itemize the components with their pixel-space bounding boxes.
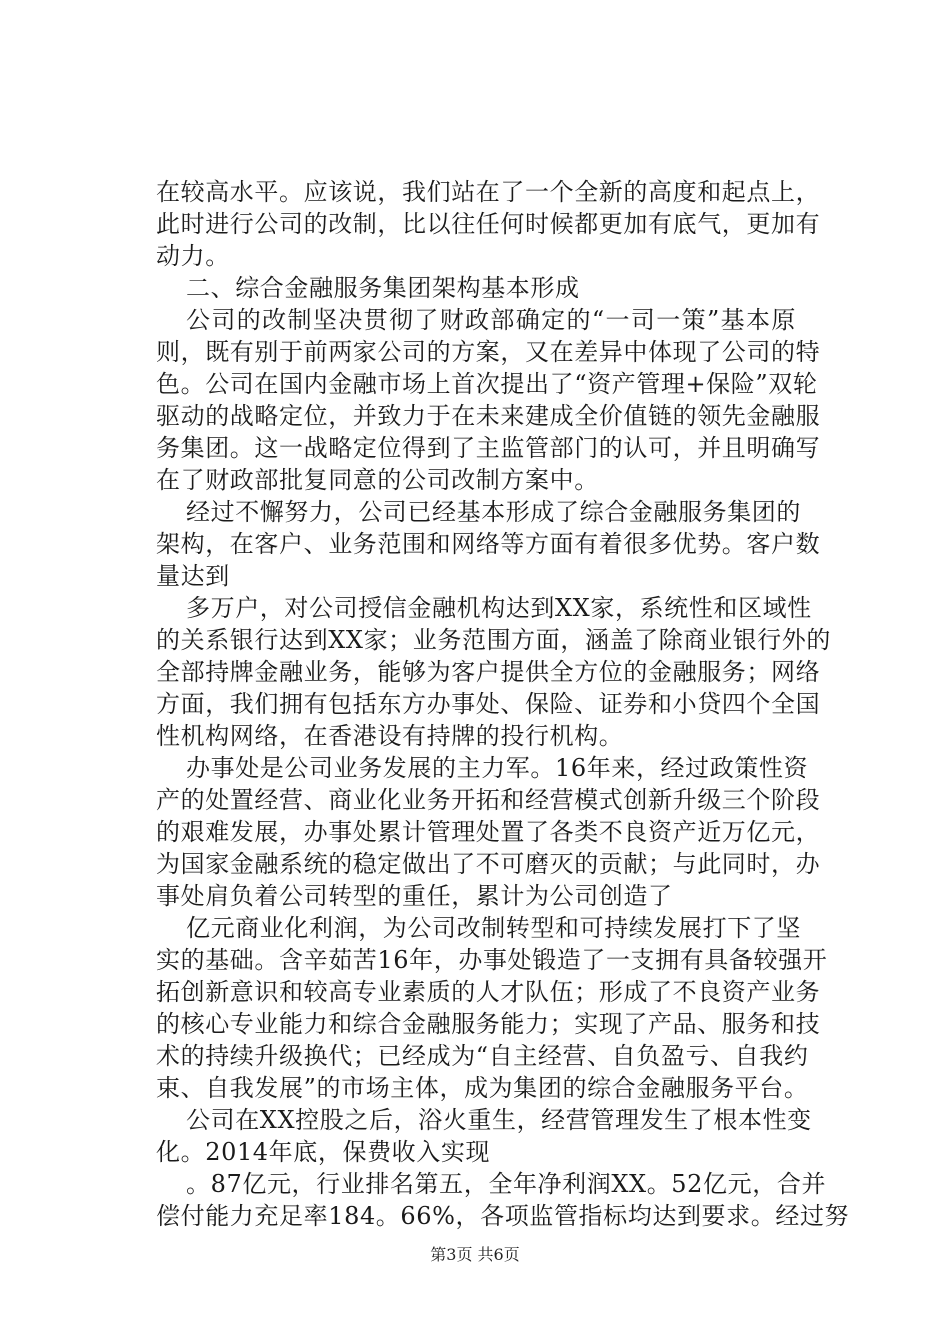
- body-text: [156, 176, 850, 1232]
- text-line: 公司的改制坚决贯彻了财政部确定的“一司一策”基本原: [186, 306, 796, 334]
- page-number-footer: 第3页 共6页: [430, 1245, 520, 1264]
- text-line: 为国家金融系统的稳定做出了不可磨灭的贡献；与此同时，办: [156, 850, 821, 878]
- text-line: 亿元商业化利润，为公司改制转型和可持续发展打下了坚: [186, 914, 801, 942]
- text-line: 束、自我发展”的市场主体，成为集团的综合金融服务平台。: [156, 1074, 809, 1102]
- text-line: 方面，我们拥有包括东方办事处、保险、证券和小贷四个全国: [156, 690, 821, 718]
- text-line: 经过不懈努力，公司已经基本形成了综合金融服务集团的: [186, 498, 801, 526]
- text-line: 色。公司在国内金融市场上首次提出了“资产管理+保险”双轮: [156, 370, 818, 398]
- section-heading: 二、综合金融服务集团架构基本形成: [186, 274, 580, 302]
- text-line: 量达到: [156, 562, 230, 590]
- text-line: 的关系银行达到XX家；业务范围方面，涵盖了除商业银行外的: [156, 626, 831, 654]
- text-line: 多万户，对公司授信金融机构达到XX家，系统性和区域性: [186, 594, 812, 622]
- text-line: 化。2014年底，保费收入实现: [156, 1138, 491, 1166]
- text-line: 办事处是公司业务发展的主力军。16年来，经过政策性资: [186, 754, 809, 782]
- text-line: 架构，在客户、业务范围和网络等方面有着很多优势。客户数: [156, 530, 821, 558]
- text-line: 在了财政部批复同意的公司改制方案中。: [156, 466, 599, 494]
- text-line: 术的持续升级换代；已经成为“自主经营、自负盈亏、自我约: [156, 1042, 809, 1070]
- text-line: 产的处置经营、商业化业务开拓和经营模式创新升级三个阶段: [156, 786, 821, 814]
- text-line: 驱动的战略定位，并致力于在未来建成全价值链的领先金融服: [156, 402, 821, 430]
- text-line: 则，既有别于前两家公司的方案，又在差异中体现了公司的特: [156, 338, 821, 366]
- text-line: 在较高水平。应该说，我们站在了一个全新的高度和起点上，: [156, 178, 821, 206]
- text-line: 实的基础。含辛茹苦16年，办事处锻造了一支拥有具备较强开: [156, 946, 828, 974]
- text-line: 动力。: [156, 242, 230, 270]
- text-line: 的艰难发展，办事处累计管理处置了各类不良资产近万亿元，: [156, 818, 821, 846]
- text-line: 。87亿元，行业排名第五，全年净利润XX。52亿元，合并: [186, 1170, 827, 1198]
- text-line: 偿付能力充足率184。66%，各项监管指标均达到要求。经过努: [156, 1202, 850, 1230]
- text-line: 全部持牌金融业务，能够为客户提供全方位的金融服务；网络: [156, 658, 821, 686]
- text-line: 此时进行公司的改制，比以往任何时候都更加有底气，更加有: [156, 210, 821, 238]
- text-line: 事处肩负着公司转型的重任，累计为公司创造了: [156, 882, 673, 910]
- text-line: 拓创新意识和较高专业素质的人才队伍；形成了不良资产业务: [156, 978, 821, 1006]
- text-line: 的核心专业能力和综合金融服务能力；实现了产品、服务和技: [156, 1010, 821, 1038]
- text-line: 性机构网络，在香港设有持牌的投行机构。: [156, 722, 624, 750]
- text-line: 务集团。这一战略定位得到了主监管部门的认可，并且明确写: [156, 434, 821, 462]
- text-line: 公司在XX控股之后，浴火重生，经营管理发生了根本性变: [186, 1106, 812, 1134]
